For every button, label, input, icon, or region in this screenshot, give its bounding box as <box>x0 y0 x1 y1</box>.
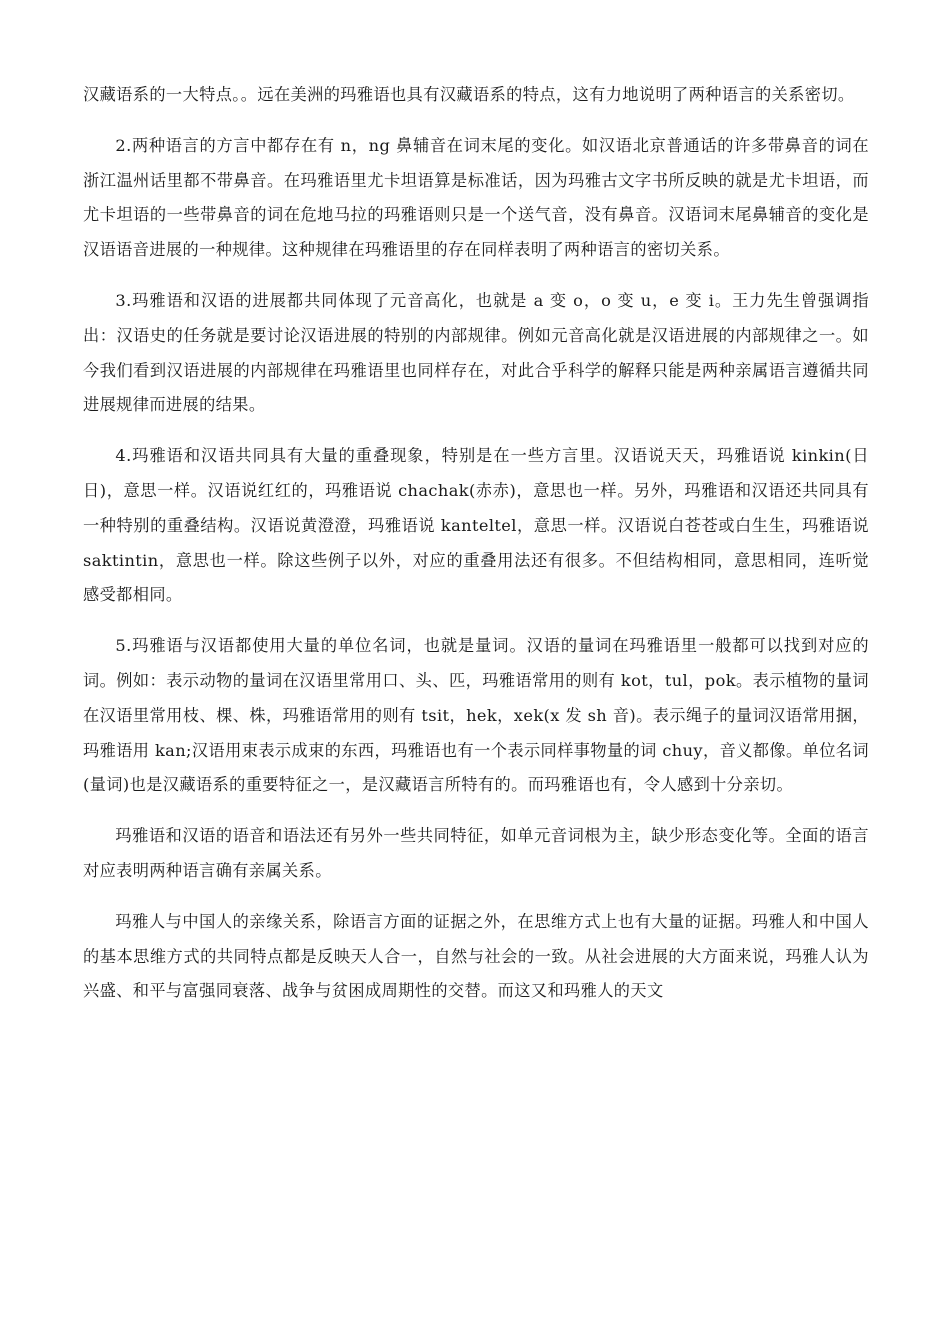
paragraph-point-4-reduplication: 4.玛雅语和汉语共同具有大量的重叠现象，特别是在一些方言里。汉语说天天，玛雅语说 kinkin(日日)，意思一样。汉语说红红的，玛雅语说 chachak(赤赤)，意思也一样。另外，玛雅语和汉语还共同具有一种特别的重叠结构。汉语说黄澄澄，玛雅语说 kanteltel，意思一样。汉语说白苍苍或白生生，玛雅语说 saktintin，意思也一样。除这些例子以外，对应的重叠用法还有很多。不但结构相同，意思相同，连听觉感受都相同。 <box>83 446 869 605</box>
paragraph-ways-of-thinking: 玛雅人与中国人的亲缘关系，除语言方面的证据之外，在思维方式上也有大量的证据。玛雅人和中国人的基本思维方式的共同特点都是反映天人合一，自然与社会的一致。从社会进展的大方面来说，玛雅人认为兴盛、和平与富强同衰落、战争与贫困成周期性的交替。而这又和玛雅人的天文 <box>83 911 869 1001</box>
paragraph-point-3-vowel-raising: 3.玛雅语和汉语的进展都共同体现了元音高化，也就是 a 变 o，o 变 u，e 变 i。王力先生曾强调指出：汉语史的任务就是要讨论汉语进展的特别的内部规律。例如元音高化就是汉语进展的内部规律之一。如今我们看到汉语进展的内部规律在玛雅语里也同样存在，对此合乎科学的解释只能是两种亲属语言遵循共同进展规律而进展的结果。 <box>83 290 869 415</box>
paragraph-continuation: 汉藏语系的一大特点。。远在美洲的玛雅语也具有汉藏语系的特点，这有力地说明了两种语言的关系密切。 <box>83 85 855 104</box>
document-body <box>83 78 869 1025</box>
paragraph-point-5-classifiers: 5.玛雅语与汉语都使用大量的单位名词，也就是量词。汉语的量词在玛雅语里一般都可以找到对应的词。例如：表示动物的量词在汉语里常用口、头、匹，玛雅语常用的则有 kot，tul，pok。表示植物的量词在汉语里常用枝、棵、株，玛雅语常用的则有 tsit，hek，xek(x 发 sh 音)。表示绳子的量词汉语常用捆，玛雅语用 kan;汉语用束表示成束的东西，玛雅语也有一个表示同样事物量的词 chuy，音义都像。单位名词(量词)也是汉藏语系的重要特征之一，是汉藏语言所特有的。而玛雅语也有，令人感到十分亲切。 <box>83 636 869 795</box>
paragraph-point-2-nasal-finals: 2.两种语言的方言中都存在有 n，ng 鼻辅音在词末尾的变化。如汉语北京普通话的许多带鼻音的词在浙江温州话里都不带鼻音。在玛雅语里尤卡坦语算是标准话，因为玛雅古文字书所反映的就是尤卡坦语，而尤卡坦语的一些带鼻音的词在危地马拉的玛雅语则只是一个送气音，没有鼻音。汉语词末尾鼻辅音的变化是汉语语音进展的一种规律。这种规律在玛雅语里的存在同样表明了两种语言的密切关系。 <box>83 135 869 260</box>
paragraph-phonology-grammar-summary: 玛雅语和汉语的语音和语法还有另外一些共同特征，如单元音词根为主，缺少形态变化等。全面的语言对应表明两种语言确有亲属关系。 <box>83 826 869 880</box>
